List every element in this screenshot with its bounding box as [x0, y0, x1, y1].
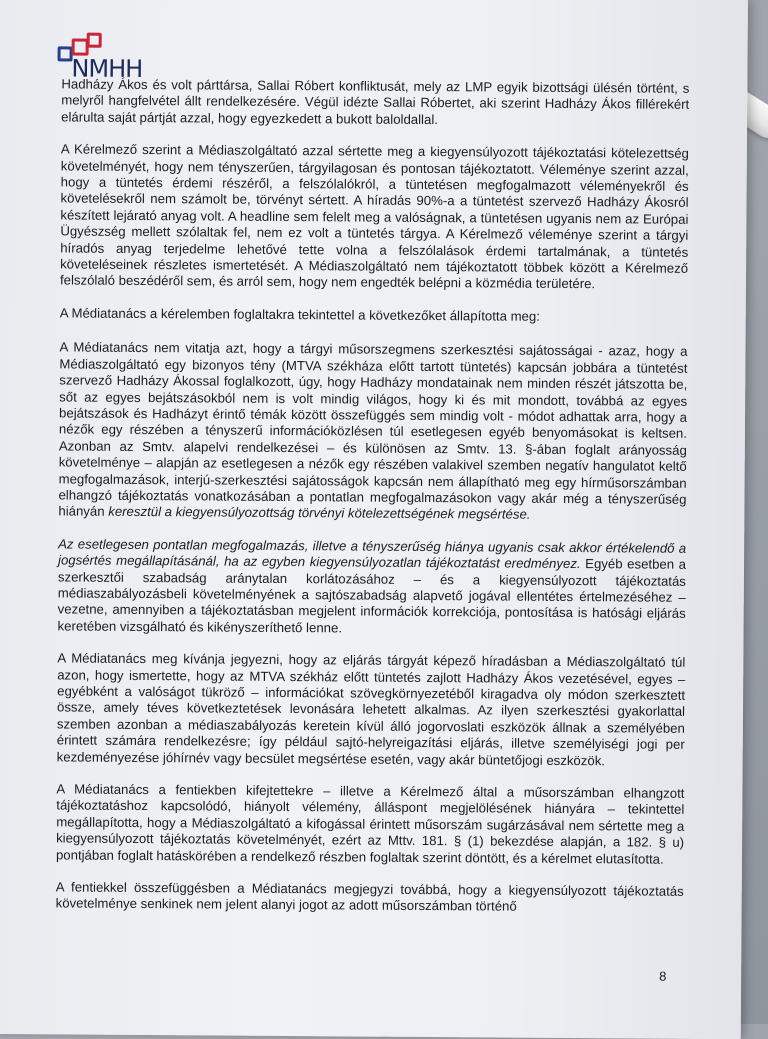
paragraph-2: A Kérelmező szerint a Médiaszolgáltató azzal sértette meg a kiegyensúlyozott tájékoztatási kötelezettség követelményét, hogy nem tényszerűen, tárgyilagosan és pontosan tájékoztatott. Véleménye szerint azzal, hogy a tüntetés érdemi részéről, a felszólalókról, a tüntetésen megfogalmazott véleményekről és követelésekről nem számolt be, törvényt sértett. A híradás 90%-a a tüntetést szervező Hadházy Ákosról készített lejárató anyag volt. A headline sem felelt meg a valóságnak, a tüntetésen ugyanis nem az Európai Ügyészség mellett szólaltak fel, nem ez volt a tüntetés tárgya. A Kérelmező véleménye szerint a tárgyi híradós anyag terjedelme lehetővé tette volna a felszólalások érdemi tartalmának, a tüntetés követeléseinek részletes ismertetését. A Médiaszolgáltató nem tájékoztatott többek között a Kérelmező felszólaló beszédéről sem, és arról sem, hogy nem engedték belépni a közmédia területére.	[59, 141, 689, 292]
paragraph-6: A Médiatanács a fentiekben kifejtettekre – illetve a Kérelmező által a műsorszámban elhangzott tájékoztatáshoz kapcsolódó, hiányolt vélemény, álláspont megjelölésének hiányára – tekintettel megállapította, hogy a Médiaszolgáltató a kifogással érintett műsorszám sugárzásával nem sértette meg a kiegyensúlyozott tájékoztatás követelményét, ezért az Mttv. 181. § (1) bekezdése alapján, a 182. § u) pontjában foglalt hatáskörében a rendelkező részben foglaltak szerint döntött, és a kérelmet elutasította.	[55, 781, 685, 867]
logo-square-blue-icon	[58, 46, 73, 61]
italic-phrase: keresztül a kiegyensúlyozottság törvényi kötelezettségének megsértése.	[108, 504, 531, 523]
paragraph-1: Hadházy Ákos és volt párttársa, Sallai Róbert konfliktusát, mely az LMP egyik bizottsági ülésén történt, s melyről hangfelvétel állt rendelkezésére. Végül idézte Sallai Róbertet, aki szerint Hadházy Ákos fillérekért elárulta saját pártját azzal, hogy egyezkedett a bukott baloldallal.	[61, 76, 690, 127]
logo-wordmark: NMHH	[71, 54, 143, 83]
logo-square-red-small-icon	[87, 33, 102, 48]
paragraph-4: Az esetlegesen pontatlan megfogalmazás, illetve a tényszerűség hiánya ugyanis csak akkor értékelendő a jogsértés megállapításánál, ha az egyben kiegyensúlyozatlan tájékoztatást eredményez. Egyéb esetben a szerkesztői szabadság aránytalan korlátozásához – és a kiegyensúlyozott tájékoztatás médiaszabályozásbeli követelményének a sajtószabadság alapvető jogával ellentétes értelmezéséhez – vezetne, amennyiben a tájékoztatásban megjelent információk korrekciója, pontosítása is hatósági eljárás keretében vizsgálható és kikényszeríthető lenne.	[57, 536, 687, 636]
paragraph-5: A Médiatanács meg kívánja jegyezni, hogy az eljárás tárgyát képező híradásban a Médiaszolgáltató túl azon, hogy ismertette, hogy az MTVA székház előtt tüntetés zajlott Hadházy Ákos vezetésével, egyes – egyébként a valóságot tükröző – információkat szövegkörnyezetéből kiragadva oly módon szerkesztett össze, amely téves következtetések levonására lehetett alkalmas. Az ilyen szerkesztési gyakorlattal szemben azonban a médiaszabályozás keretein kívül álló jogorvoslati eszközök állnak a személyében érintett számára rendelkezésre; így például sajtó-helyreigazítási eljárás, illetve személyiségi jogi per kezdeményezése jóhírnév vagy becsület megsértése esetén, vagy akár büntetőjogi eszközök.	[56, 650, 686, 768]
paragraph-3: A Médiatanács nem vitatja azt, hogy a tárgyi műsorszegmens szerkesztési sajátosságai - azaz, hogy a Médiaszolgáltató egy bizonyos tény (MTVA székháza előtt tartott tüntetés) kapcsán jobbára a tüntetést szervező Hadházy Ákossal foglalkozott, úgy, hogy Hadházy mondatainak nem minden részét játszotta be, sőt az egyes bejátszásokból nem is volt mindig világos, hogy ki és mit mondott, továbbá az egyes bejátszások és Hadházyt érintő témák között összefüggés sem mindig volt - módot adhattak arra, hogy a nézők egy részében a tényszerű információközlésen túl esetlegesen egyéb benyomásokat is keltsen. Azonban az Smtv. alapelvi rendelkezései – és különösen az Smtv. 13. §-ában foglalt arányosság követelménye – alapján az esetlegesen a nézők egy részében valakivel szemben negatív hangulatot keltő megfogalmazások, interjú-szerkesztési sajátosságok kapcsán nem állapítható meg egy hírműsorszámban elhangzó tájékoztatás vonatkozásában a pontatlan megfogalmazásokon vagy akár még a tényszerűség hiányán keresztül a kiegyensúlyozottság törvényi kötelezettségének megsértése.	[58, 339, 688, 523]
document-body	[55, 76, 689, 932]
italic-phrase: Az esetlegesen pontatlan megfogalmazás, illetve a tényszerűség hiánya ugyanis csak akkor értékelendő a jogsértés megállapításánál, ha az egyben kiegyensúlyozatlan tájékoztatást eredményez.	[57, 536, 687, 572]
paragraph-7: A fentiekkel összefüggésben a Médiatanács megjegyzi továbbá, hogy a kiegyensúlyozott tájékoztatás követelménye senkinek nem jelent alanyi jogot az adott műsorszámban történő	[55, 879, 684, 915]
page-number: 8	[659, 968, 667, 984]
section-heading: A Médiatanács a kérelemben foglaltakra tekintettel a következőket állapította meg:	[59, 305, 540, 324]
